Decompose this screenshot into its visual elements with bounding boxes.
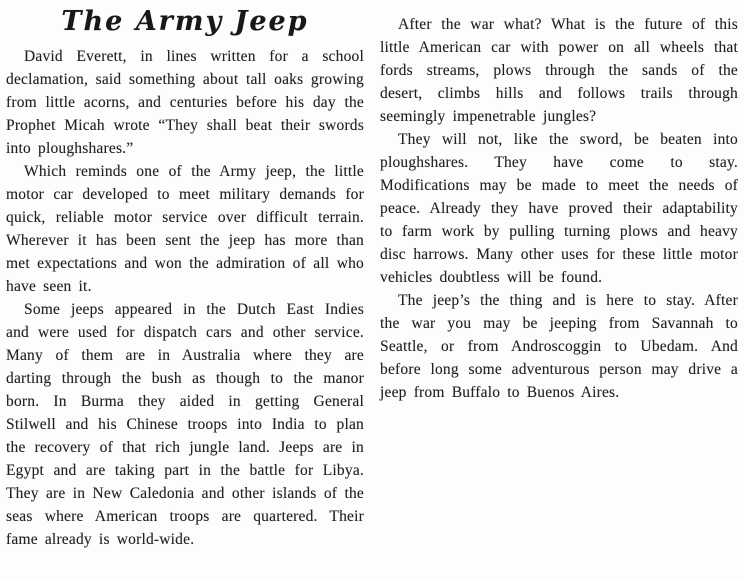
paragraph-right-3: The jeep’s the thing and is here to stay. After the war you may be jeeping from Savannah to Seattle, or from Androscoggin to Ubedam. And before long some adventurous person may drive a jeep from Buffalo to Buenos Aires. [380,292,738,401]
paragraph-right-2: They will not, like the sword, be beaten into ploughshares. They have come to stay. Modifications may be made to meet the needs of peace. Already they have proved their adaptability to farm work by pulling turning plows and heavy disc harrows. Many other uses for these little motor vehicles doubtless will be found. [380,131,738,286]
article-columns [6,4,738,551]
paragraph-left-3: Some jeeps appeared in the Dutch East Indies and were used for dispatch cars and other service. Many of them are in Australia where they are darting through the bush as though to the manor born. In Burma they aided in getting General Stilwell and his Chinese troops into India to plan the recovery of that rich jungle land. Jeeps are in Egypt and are taking part in the battle for Libya. They are in New Caledonia and other islands of the seas where American troops are quartered. Their fame already is world-wide. [6,301,364,548]
article-title: The Army Jeep [61,6,309,37]
right-column [380,4,738,551]
paragraph-left-2: Which reminds one of the Army jeep, the little motor car developed to meet military demands for quick, reliable motor service over difficult terrain. Wherever it has been sent the jeep has more than met expectations and won the admiration of all who have seen it. [6,163,364,295]
left-column [6,4,364,551]
paragraph-left-1: David Everett, in lines written for a school declamation, said something about tall oaks growing from little acorns, and centuries before his day the Prophet Micah wrote “They shall beat their swords into ploughshares.” [6,48,364,157]
paragraph-right-1: After the war what? What is the future of this little American car with power on all wheels that fords streams, plows through the sands of the desert, climbs hills and follows trails through seemingly impenetrable jungles? [380,16,738,125]
